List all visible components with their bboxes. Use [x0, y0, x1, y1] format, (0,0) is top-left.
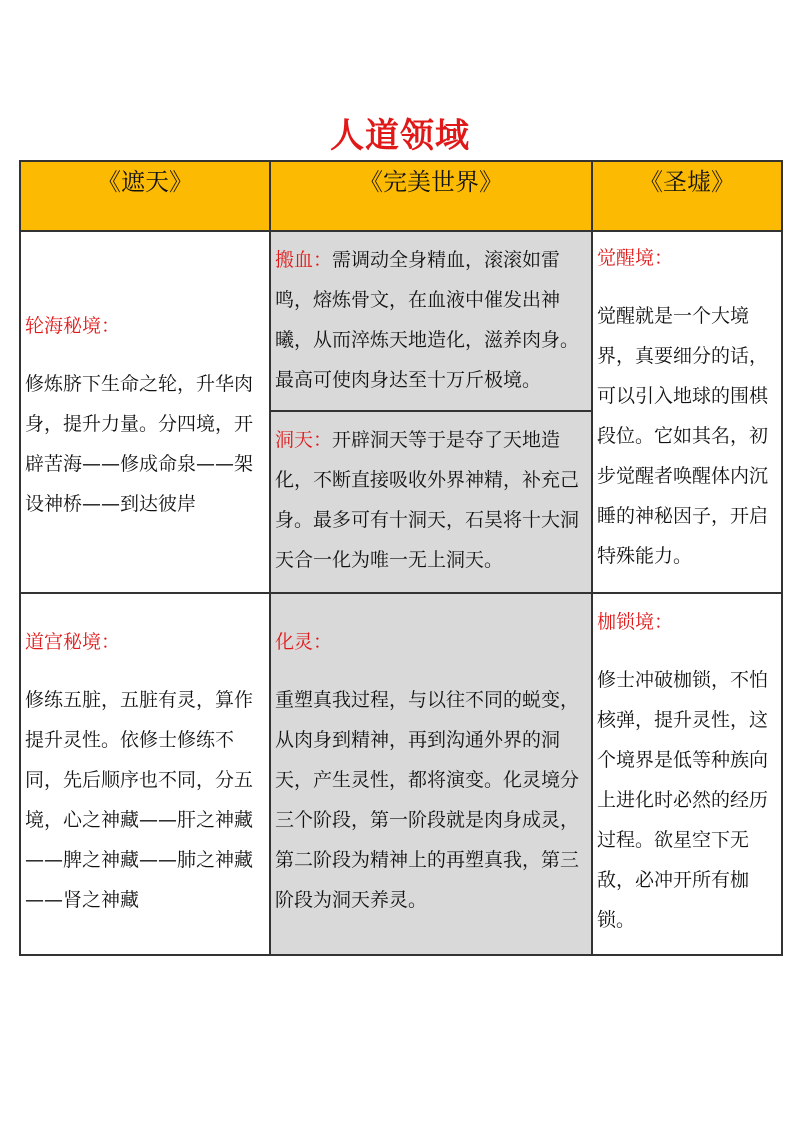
realm-text: 重塑真我过程，与以往不同的蜕变，从肉身到精神，再到沟通外界的洞天，产生灵性，都将演变。化灵境分三个阶段，第一阶段就是肉身成灵，第二阶段为精神上的再塑真我，第三阶段为洞天养灵。: [275, 689, 580, 911]
header-wanmei: 《完美世界》: [270, 161, 592, 231]
realm-text: 修练五脏，五脏有灵，算作提升灵性。依修士修练不同，先后顺序也不同，分五境，心之神藏——肝之神藏——脾之神藏——肺之神藏——肾之神藏: [25, 689, 254, 911]
realm-text: 修士冲破枷锁，不怕核弹，提升灵性，这个境界是低等种族向上进化时必然的经历过程。欲星空下无敌，必冲开所有枷锁。: [597, 669, 769, 931]
realm-label: 觉醒境：: [597, 247, 674, 269]
cell-wanmei-1: [270, 231, 592, 593]
cell-zhetian-1: [20, 231, 270, 593]
realm-table: [19, 160, 783, 956]
header-shengxu: 《圣墟》: [592, 161, 782, 231]
table-row: [20, 231, 782, 593]
realm-label: 道宫秘境：: [25, 631, 121, 653]
realm-text: 觉醒就是一个大境界，真要细分的话，可以引入地球的围棋段位。它如其名，初步觉醒者唤醒体内沉睡的神秘因子，开启特殊能力。: [597, 305, 769, 567]
realm-label: 化灵：: [275, 631, 333, 653]
realm-text: 修炼脐下生命之轮，升华肉身，提升力量。分四境，开辟苦海——修成命泉——架设神桥——到达彼岸: [25, 373, 254, 515]
sub-cell-dongtian: [271, 412, 591, 586]
realm-label: 搬血：: [275, 249, 333, 271]
cell-shengxu-2: [592, 593, 782, 955]
realm-text: 开辟洞天等于是夺了天地造化，不断直接吸收外界神精，补充己身。最多可有十洞天，石昊将十大洞天合一化为唯一无上洞天。: [275, 429, 580, 571]
realm-text: 需调动全身精血，滚滚如雷鸣，熔炼骨文，在血液中催发出神曦，从而淬炼天地造化，滋养肉身。最高可使肉身达至十万斤极境。: [275, 249, 580, 391]
table-row: [20, 593, 782, 955]
realm-label: 轮海秘境：: [25, 315, 121, 337]
cell-shengxu-1: [592, 231, 782, 593]
realm-label: 洞天：: [275, 429, 333, 451]
cell-wanmei-2: [270, 593, 592, 955]
sub-cell-banxue: [271, 232, 591, 412]
header-row: [20, 161, 782, 231]
page-title: 人道领域: [330, 116, 470, 156]
cell-zhetian-2: [20, 593, 270, 955]
realm-label: 枷锁境：: [597, 611, 674, 633]
header-zhetian: 《遮天》: [20, 161, 270, 231]
